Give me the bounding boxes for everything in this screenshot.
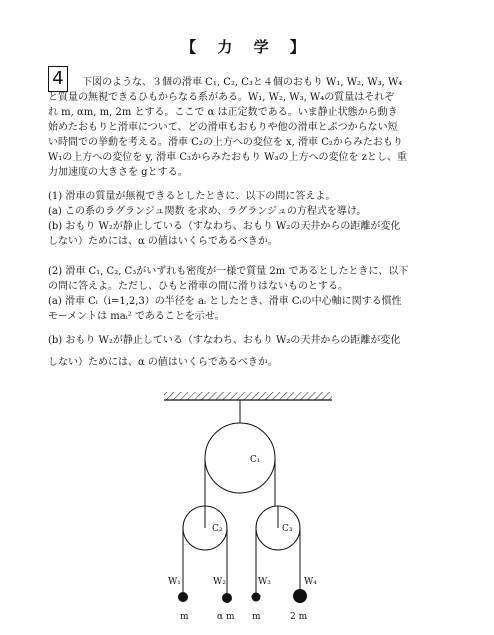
weight-w4: [293, 589, 307, 603]
intro-line: 始めたおもりと滑車について、どの滑車もおもりや他の滑車とぶつからない短: [48, 122, 398, 133]
pulley-c1: [205, 423, 275, 520]
label-w2: W₂: [213, 577, 226, 587]
part1-line: しない）ためには、α の値はいくらであるべきか。: [48, 236, 278, 247]
part2b-line: しない）ためには、α の値はいくらであるべきか。: [48, 357, 278, 368]
mass-w2: α m: [217, 612, 235, 622]
label-w4: W₄: [304, 577, 317, 587]
part1-line: (a) この系のラグランジュ関数 を求め、ラグランジュの方程式を導け。: [48, 206, 367, 217]
weight-w3: [252, 593, 261, 602]
part1-line: (1) 滑車の質量が無視できるとしたときに、以下の問に答えよ。: [48, 191, 336, 202]
page-title: 【 力 学 】: [181, 38, 313, 56]
label-c2: C₂: [212, 524, 223, 534]
intro-line: れ m, αm, m, 2m とする。ここで α は正定数である。いま静止状態から動き: [48, 107, 398, 118]
part2-line: モーメントは maᵢ² であることを示せ。: [48, 311, 225, 322]
intro-line: 下図のような、３個の滑車 C₁, C₂, C₃と４個のおもり W₁, W₂, W₃, W₄: [82, 77, 403, 88]
intro-line: と質量の無視できるひもからなる系がある。W₁, W₂, W₃, W₄の質量はそれぞ: [48, 92, 395, 103]
label-c1: C₁: [250, 455, 261, 465]
intro-line: W₁の上方への変位を y, 滑車 C₃からみたおもり W₃の上方への変位を zとし、重: [48, 152, 407, 163]
mass-w3: m: [252, 612, 261, 622]
intro-line: 力加速度の大きさを gとする。: [48, 167, 188, 178]
weight-w1: [178, 592, 188, 602]
mass-w4: 2 m: [290, 612, 308, 622]
question-number-box: 4: [48, 66, 68, 92]
label-w3: W₃: [258, 577, 271, 587]
mass-w1: m: [180, 612, 189, 622]
weight-w2: [222, 593, 232, 603]
part2b-line: (b) おもり W₂が静止している（すなわち、おもり W₂の天井からの距離が変化: [48, 335, 401, 346]
ceiling: [164, 392, 332, 400]
label-w1: W₁: [168, 577, 181, 587]
part2-line: (2) 滑車 C₁, C₂, C₃がいずれも密度が一様で質量 2m であるとしたときに、以下: [48, 266, 409, 277]
part1-line: (b) おもり W₂が静止している（すなわち、おもり W₂の天井からの距離が変化: [48, 221, 401, 232]
label-c3: C₃: [282, 524, 293, 534]
part2-line: の問に答えよ。ただし、ひもと滑車の間に滑りはないものとする。: [48, 281, 348, 292]
part2-line: (a) 滑車 Cᵢ（i=1,2,3）の半径を aᵢ としたとき、滑車 Cᵢの中心軸に関する慣性: [48, 296, 402, 307]
intro-line: い時間での挙動を考える。滑車 C₂の上方への変位を x, 滑車 C₂からみたおもり: [48, 137, 403, 148]
